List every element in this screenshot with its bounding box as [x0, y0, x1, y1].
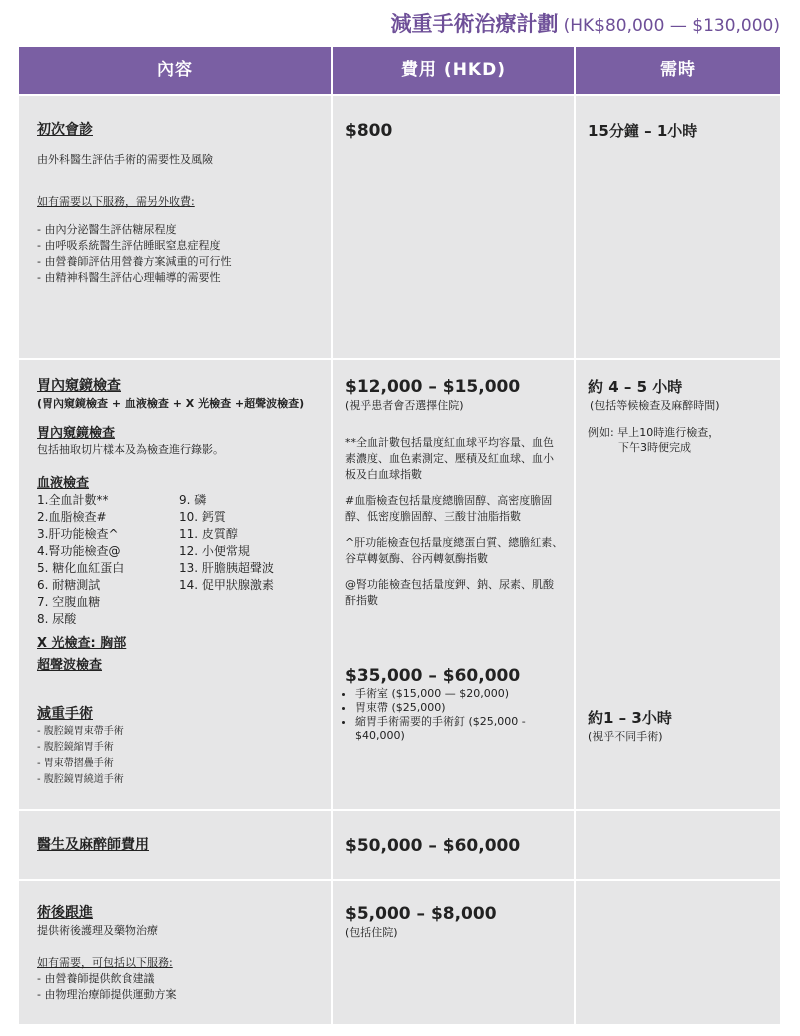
footnote: ^肝功能檢查包括量度總蛋白質、總膽紅素、 谷草轉氨酶、谷丙轉氨酶指數 [345, 536, 564, 565]
row-exam-surgery [19, 360, 780, 809]
surgery-fee: $35,000 – $60,000 [345, 666, 521, 686]
list-item: 4.腎功能檢查@ [37, 544, 121, 558]
exam-footnotes [345, 435, 564, 609]
list-item: 1.全血計數** [37, 493, 109, 507]
blood-title: 血液檢查 [37, 476, 90, 491]
tests-right [179, 492, 309, 628]
doctor-title: 醫生及麻醉師費用 [37, 837, 149, 853]
list-item: 5. 糖化血紅蛋白 [37, 561, 125, 575]
consult-time-cell [576, 96, 780, 358]
row-followup [19, 881, 780, 1024]
footnote: **全血計數包括量度紅血球平均容量、血色素濃度、血色素測定、壓積及紅血球、血小板及白血球指數 [345, 436, 554, 481]
consult-fee-cell [333, 96, 574, 358]
consult-fee: $800 [345, 121, 393, 141]
consult-extra-title: 如有需要以下服務，需另外收費: [37, 195, 195, 208]
list-item: 10. 鈣質 [179, 510, 226, 524]
surgery-list [37, 724, 317, 788]
followup-fee: $5,000 – $8,000 [345, 904, 497, 924]
followup-extra-title: 如有需要，可包括以下服務: [37, 956, 173, 969]
exam-example-2: 下午3時便完成 [618, 441, 691, 454]
exam-fee-cell [333, 360, 574, 809]
consult-desc: 由外科醫生評估手術的需要性及風險 [37, 153, 213, 166]
list-item: 7. 空腹血糖 [37, 595, 101, 609]
xray-title: X 光檢查: 胸部 [37, 636, 127, 651]
footnote: #血脂檢查包括量度總膽固醇、高密度膽固醇、低密度膽固醇、三酸甘油脂指數 [345, 494, 553, 523]
exam-example-1: 例如: 早上10時進行檢查， [588, 426, 720, 439]
surgery-time: 約1 – 3小時 [588, 709, 672, 727]
followup-extra-list [37, 971, 317, 1003]
row-doctor [19, 811, 780, 879]
doctor-fee: $50,000 – $60,000 [345, 836, 521, 856]
doctor-fee-cell [333, 811, 574, 879]
exam-subtitle: (胃內窺鏡檢查 + 血液檢查 + X 光檢查 +超聲波檢查) [37, 397, 305, 410]
doctor-time-cell [576, 811, 780, 879]
list-item: - 腹腔鏡胃束帶手術 [37, 726, 124, 737]
doctor-content [19, 811, 331, 879]
consult-extra-list [37, 222, 317, 286]
header-fee: 費用 (HKD) [333, 47, 574, 94]
list-item: - 腹腔鏡縮胃手術 [37, 742, 114, 753]
list-item: - 由營養師評估用營養方案減重的可行性 [37, 255, 232, 268]
list-item: - 由營養師提供飲食建議 [37, 972, 155, 985]
row-consultation [19, 96, 780, 358]
blood-test-list [37, 492, 317, 628]
exam-time-note: (包括等候檢查及麻醉時間) [590, 399, 720, 412]
exam-title: 胃內窺鏡檢查 [37, 378, 121, 394]
tests-left [37, 492, 179, 628]
surgery-time-note: (視乎不同手術) [588, 730, 663, 743]
title-main: 減重手術治療計劃 [390, 12, 559, 36]
exam-fee-note: (視乎患者會否選擇住院) [345, 399, 464, 412]
list-item: - 由物理治療師提供運動方案 [37, 988, 177, 1001]
footnote: @腎功能檢查包括量度鉀、鈉、尿素、肌酸酐指數 [345, 578, 554, 607]
list-item: • 縮胃手術需要的手術釘 ($25,000 - $40,000) [355, 715, 564, 743]
followup-content [19, 881, 331, 1024]
list-item: 3.肝功能檢查^ [37, 527, 119, 541]
list-item: 13. 肝膽胰超聲波 [179, 561, 274, 575]
consult-time: 15分鐘 – 1小時 [588, 122, 698, 140]
table-header [19, 47, 780, 94]
ultrasound-title: 超聲波檢查 [37, 658, 103, 673]
consult-content [19, 96, 331, 358]
exam-time-cell [576, 360, 780, 809]
list-item: 12. 小便常規 [179, 544, 250, 558]
followup-time-cell [576, 881, 780, 1024]
list-item: - 由內分泌醫生評估糖尿程度 [37, 223, 177, 236]
exam-fee: $12,000 – $15,000 [345, 377, 521, 397]
consult-title: 初次會診 [37, 122, 93, 138]
list-item: - 胃束帶摺疊手術 [37, 758, 114, 769]
list-item: - 腹腔鏡胃繞道手術 [37, 774, 124, 785]
list-item: 8. 尿酸 [37, 612, 77, 626]
list-item: 11. 皮質醇 [179, 527, 238, 541]
followup-fee-cell [333, 881, 574, 1024]
followup-fee-note: (包括住院) [345, 926, 398, 939]
header-time: 需時 [576, 47, 780, 94]
surgery-title: 減重手術 [37, 706, 93, 722]
page-title [390, 8, 780, 38]
followup-title: 術後跟進 [37, 905, 93, 921]
list-item: - 由精神科醫生評估心理輔導的需要性 [37, 271, 221, 284]
header-content: 內容 [19, 47, 331, 94]
list-item: 9. 磷 [179, 493, 207, 507]
list-item: • 手術室 ($15,000 — $20,000) [355, 687, 564, 701]
exam-content [19, 360, 331, 809]
followup-desc: 提供術後護理及藥物治療 [37, 924, 158, 937]
price-range: (HK$80,000 — $130,000) [563, 16, 780, 36]
list-item: • 胃束帶 ($25,000) [355, 701, 564, 715]
list-item: 6. 耐糖測試 [37, 578, 101, 592]
exam-time: 約 4 – 5 小時 [588, 378, 683, 396]
list-item: 14. 促甲狀腺激素 [179, 578, 274, 592]
endo-title: 胃內窺鏡檢查 [37, 426, 116, 441]
endo-desc: 包括抽取切片樣本及為檢查進行錄影。 [37, 443, 224, 456]
surgery-fee-list [345, 687, 564, 743]
list-item: - 由呼吸系統醫生評估睡眠窒息症程度 [37, 239, 221, 252]
plan-table [19, 47, 780, 1026]
list-item: 2.血脂檢查# [37, 510, 107, 524]
